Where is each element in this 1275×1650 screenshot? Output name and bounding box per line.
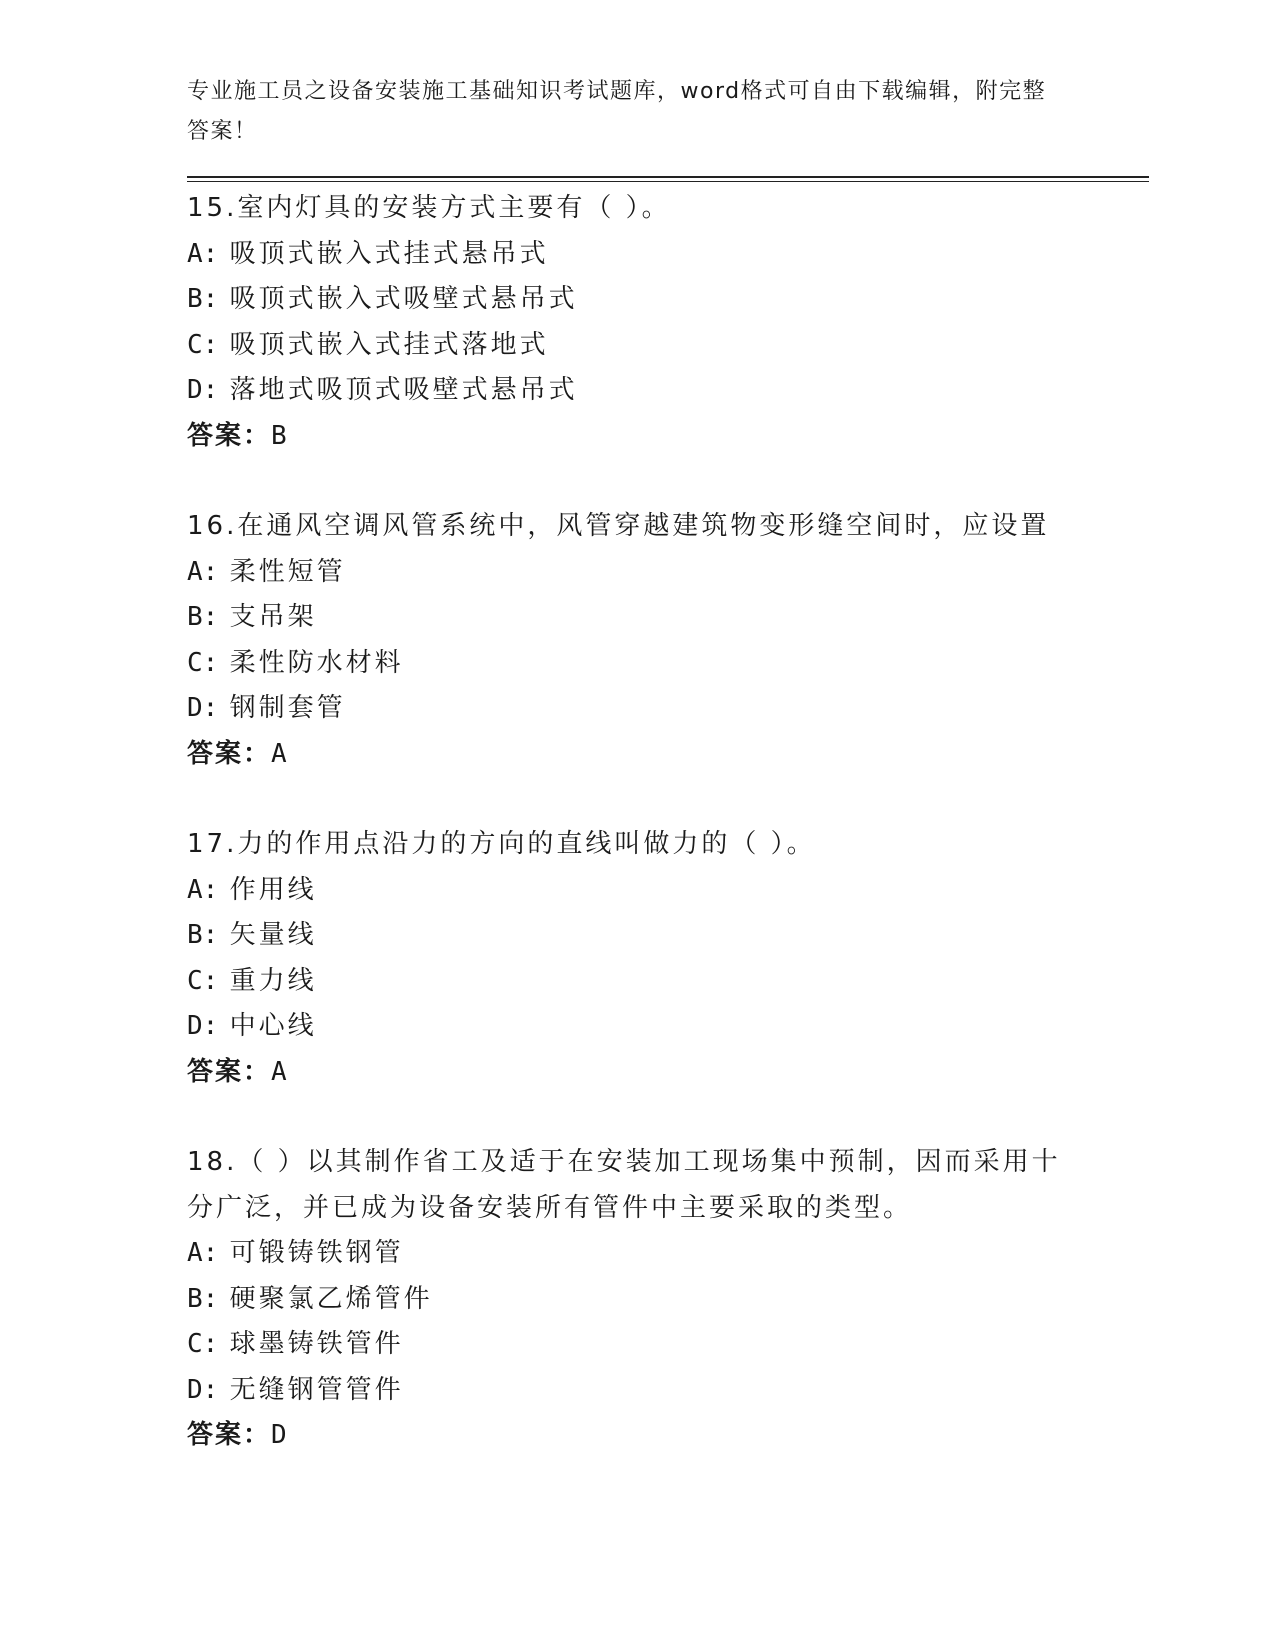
- option-letter: B:: [187, 602, 219, 632]
- answer-line: [187, 414, 1087, 460]
- question-stem: 17.力的作用点沿力的方向的直线叫做力的（ ）。: [187, 829, 816, 859]
- option-a: [187, 550, 1087, 596]
- option-text: 可锻铸铁钢管: [229, 1238, 404, 1268]
- option-letter: C:: [187, 329, 219, 360]
- answer-value: A: [271, 1056, 287, 1087]
- option-letter: D:: [187, 693, 219, 723]
- question-17: [187, 822, 1087, 1095]
- question-list: [187, 186, 1087, 1504]
- option-c: [187, 323, 1087, 369]
- option-b: [187, 277, 1087, 323]
- option-text: 柔性短管: [229, 556, 346, 587]
- option-text: 重力线: [229, 965, 317, 996]
- option-a: [187, 1231, 1087, 1277]
- option-b: [187, 595, 1087, 641]
- option-text: 吸顶式嵌入式挂式悬吊式: [229, 238, 549, 269]
- option-b: [187, 1277, 1087, 1323]
- option-d: [187, 1004, 1087, 1050]
- option-c: [187, 959, 1087, 1005]
- answer-value: B: [271, 420, 287, 451]
- option-letter: A:: [187, 874, 219, 905]
- option-letter: B:: [187, 920, 219, 950]
- option-letter: D:: [187, 375, 219, 405]
- answer-line: [187, 1050, 1087, 1096]
- header-divider: [187, 176, 1149, 182]
- option-text: 柔性防水材料: [229, 647, 404, 678]
- answer-label: 答案：: [187, 1420, 272, 1450]
- option-text: 吸顶式嵌入式吸壁式悬吊式: [229, 284, 578, 314]
- option-d: [187, 1368, 1087, 1414]
- option-text: 支吊架: [229, 602, 317, 632]
- option-a: [187, 232, 1087, 278]
- document-header: 专业施工员之设备安装施工基础知识考试题库，word格式可自由下载编辑，附完整答案！: [187, 79, 1047, 144]
- option-d: [187, 368, 1087, 414]
- option-letter: A:: [187, 238, 219, 269]
- answer-line: [187, 1413, 1087, 1459]
- question-16: [187, 504, 1087, 777]
- option-letter: C:: [187, 965, 219, 996]
- option-text: 球墨铸铁管件: [229, 1329, 404, 1359]
- answer-label: 答案：: [187, 1056, 272, 1087]
- option-text: 矢量线: [229, 920, 317, 950]
- answer-label: 答案：: [187, 420, 272, 451]
- answer-line: [187, 732, 1087, 778]
- option-text: 落地式吸顶式吸壁式悬吊式: [229, 375, 578, 405]
- option-text: 作用线: [229, 874, 317, 905]
- option-letter: B:: [187, 284, 219, 314]
- answer-value: A: [271, 738, 287, 769]
- option-letter: C:: [187, 1329, 219, 1359]
- question-18: [187, 1140, 1087, 1459]
- question-stem: 15.室内灯具的安装方式主要有（ ）。: [187, 193, 671, 223]
- question-15: [187, 186, 1087, 459]
- option-letter: D:: [187, 1374, 219, 1405]
- option-letter: A:: [187, 556, 219, 587]
- option-letter: C:: [187, 647, 219, 678]
- option-letter: B:: [187, 1283, 219, 1314]
- option-c: [187, 1322, 1087, 1368]
- option-letter: D:: [187, 1011, 219, 1041]
- option-b: [187, 913, 1087, 959]
- option-c: [187, 641, 1087, 687]
- answer-value: D: [271, 1420, 287, 1450]
- option-text: 中心线: [229, 1011, 317, 1041]
- option-text: 硬聚氯乙烯管件: [229, 1283, 433, 1314]
- option-text: 无缝钢管管件: [229, 1374, 404, 1405]
- answer-label: 答案：: [187, 738, 272, 769]
- option-text: 钢制套管: [229, 693, 346, 723]
- option-text: 吸顶式嵌入式挂式落地式: [229, 329, 549, 360]
- question-stem: 16.在通风空调风管系统中，风管穿越建筑物变形缝空间时，应设置: [187, 511, 1050, 541]
- option-letter: A:: [187, 1238, 219, 1268]
- question-stem: 18.（ ）以其制作省工及适于在安装加工现场集中预制，因而采用十分广泛，并已成为设备安装所有管件中主要采取的类型。: [187, 1147, 1061, 1223]
- option-a: [187, 868, 1087, 914]
- option-d: [187, 686, 1087, 732]
